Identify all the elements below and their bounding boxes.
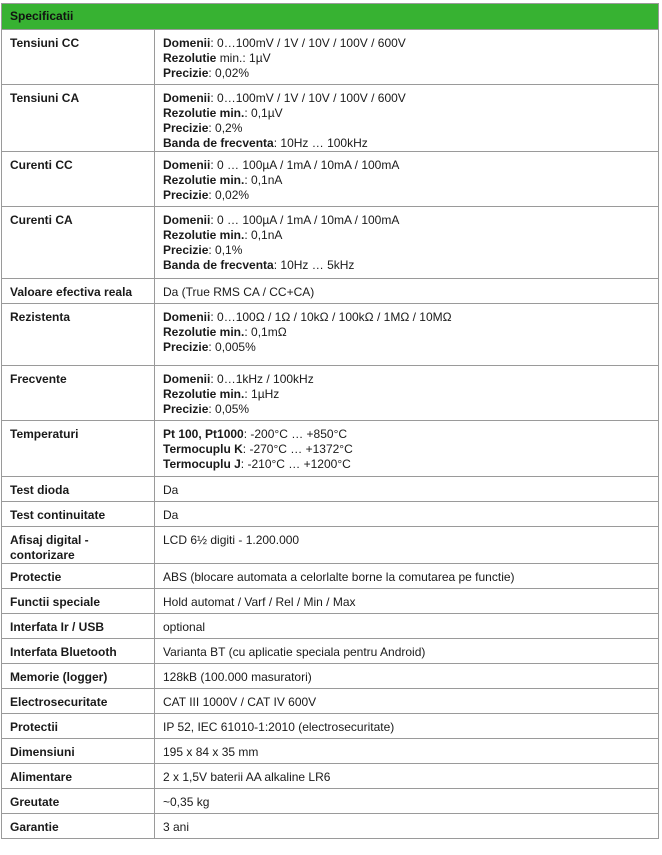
spec-value [155, 739, 659, 764]
spec-text: 3 ani [163, 820, 190, 834]
table-row [2, 614, 659, 639]
spec-label: Functii speciale [2, 589, 155, 614]
spec-value-line [163, 121, 650, 136]
spec-key: Precizie [163, 121, 209, 135]
spec-value-line [163, 258, 650, 273]
spec-text: 10Hz … 5kHz [280, 258, 355, 272]
table-row [2, 527, 659, 564]
spec-key: Rezolutie min. [163, 387, 245, 401]
spec-value [155, 589, 659, 614]
table-row [2, 279, 659, 304]
spec-separator: : [210, 372, 218, 386]
spec-value [155, 152, 659, 207]
spec-separator: : [244, 228, 252, 242]
spec-value-line [163, 213, 650, 228]
spec-value-line [163, 285, 650, 300]
spec-value [155, 85, 659, 152]
spec-key: Precizie [163, 188, 209, 202]
spec-text: 0,1mΩ [251, 325, 287, 339]
spec-label: Protectie [2, 564, 155, 589]
spec-value-line [163, 795, 650, 810]
spec-label: Interfata Bluetooth [2, 639, 155, 664]
table-row [2, 304, 659, 366]
spec-key: Pt 100, Pt1000 [163, 427, 244, 441]
spec-text: 0 … 100µA / 1mA / 10mA / 100mA [217, 158, 400, 172]
spec-text: -200°C … +850°C [250, 427, 348, 441]
table-row [2, 85, 659, 152]
table-row [2, 689, 659, 714]
spec-text: IP 52, IEC 61010-1:2010 (electrosecuritate) [163, 720, 395, 734]
spec-separator: : [208, 121, 216, 135]
spec-label: Greutate [2, 789, 155, 814]
spec-text: 1µHz [251, 387, 280, 401]
spec-value [155, 366, 659, 421]
spec-value [155, 789, 659, 814]
spec-text: 0…100mV / 1V / 10V / 100V / 600V [217, 91, 406, 105]
spec-value [155, 207, 659, 279]
table-row [2, 789, 659, 814]
spec-text: Varianta BT (cu aplicatie speciala pentru Android) [163, 645, 426, 659]
spec-label: Curenti CA [2, 207, 155, 279]
spec-value-line [163, 745, 650, 760]
spec-separator: : [244, 173, 252, 187]
spec-value-line [163, 372, 650, 387]
spec-separator: : [243, 427, 251, 441]
spec-text: Da [163, 508, 179, 522]
spec-value [155, 477, 659, 502]
spec-text: Hold automat / Varf / Rel / Min / Max [163, 595, 356, 609]
table-header-row [2, 4, 659, 30]
spec-key: Termocuplu K [163, 442, 243, 456]
spec-text: ~0,35 kg [163, 795, 210, 809]
spec-separator: : [210, 310, 218, 324]
spec-value [155, 664, 659, 689]
table-row [2, 764, 659, 789]
spec-label: Protectii [2, 714, 155, 739]
table-header: Specificatii [2, 4, 659, 30]
table-row [2, 30, 659, 85]
spec-key: Rezolutie min. [163, 228, 245, 242]
spec-text: 0,05% [215, 402, 250, 416]
spec-value-line [163, 570, 650, 585]
spec-value [155, 304, 659, 366]
spec-separator: : [208, 188, 216, 202]
spec-value-line [163, 51, 650, 66]
spec-value-line [163, 340, 650, 355]
spec-value-line [163, 442, 650, 457]
spec-value [155, 814, 659, 839]
spec-key: Domenii [163, 91, 211, 105]
spec-value-line [163, 66, 650, 81]
spec-text: 0,1µV [251, 106, 283, 120]
spec-text: 195 x 84 x 35 mm [163, 745, 259, 759]
spec-value-line [163, 136, 650, 151]
spec-key: Banda de frecventa [163, 136, 274, 150]
spec-value-line [163, 228, 650, 243]
spec-text: -270°C … +1372°C [249, 442, 353, 456]
table-row [2, 366, 659, 421]
spec-value-line [163, 670, 650, 685]
spec-value-line [163, 483, 650, 498]
spec-text: 0,005% [215, 340, 256, 354]
spec-text: 0,02% [215, 188, 250, 202]
spec-value-line [163, 645, 650, 660]
spec-value-line [163, 158, 650, 173]
spec-key: Rezolutie min. [163, 106, 245, 120]
spec-separator: : [208, 243, 216, 257]
spec-text: Da [163, 483, 179, 497]
spec-value-line [163, 387, 650, 402]
spec-key: Domenii [163, 36, 211, 50]
specifications-table [1, 3, 659, 839]
spec-value-line [163, 310, 650, 325]
table-row [2, 421, 659, 477]
spec-label: Interfata Ir / USB [2, 614, 155, 639]
spec-value [155, 30, 659, 85]
spec-value [155, 714, 659, 739]
spec-text: CAT III 1000V / CAT IV 600V [163, 695, 317, 709]
spec-text: 0,1% [215, 243, 243, 257]
spec-label: Dimensiuni [2, 739, 155, 764]
spec-value-line [163, 820, 650, 835]
spec-value-line [163, 533, 650, 548]
spec-text: 2 x 1,5V baterii AA alkaline LR6 [163, 770, 331, 784]
spec-value-line [163, 457, 650, 472]
spec-label: Rezistenta [2, 304, 155, 366]
spec-key: Domenii [163, 372, 211, 386]
spec-label: Alimentare [2, 764, 155, 789]
spec-text: optional [163, 620, 206, 634]
spec-text: ABS (blocare automata a celorlalte borne la comutarea pe functie) [163, 570, 515, 584]
spec-value-line [163, 243, 650, 258]
spec-key: Rezolutie [163, 51, 217, 65]
spec-value-line [163, 188, 650, 203]
table-row [2, 502, 659, 527]
table-row [2, 477, 659, 502]
spec-key: Precizie [163, 243, 209, 257]
spec-value-line [163, 427, 650, 442]
spec-text: 0,1nA [251, 173, 283, 187]
spec-text: 0…100mV / 1V / 10V / 100V / 600V [217, 36, 406, 50]
spec-text: LCD 6½ digiti - 1.200.000 [163, 533, 300, 547]
table-row [2, 814, 659, 839]
table-row [2, 664, 659, 689]
spec-key: Domenii [163, 310, 211, 324]
spec-key: Banda de frecventa [163, 258, 274, 272]
spec-value-line [163, 106, 650, 121]
spec-value [155, 614, 659, 639]
spec-key: Rezolutie min. [163, 325, 245, 339]
spec-value-line [163, 620, 650, 635]
spec-text: 0,1nA [251, 228, 283, 242]
spec-text: 0,2% [215, 121, 243, 135]
spec-key: Precizie [163, 66, 209, 80]
spec-value [155, 564, 659, 589]
spec-label: Temperaturi [2, 421, 155, 477]
spec-label: Electrosecuritate [2, 689, 155, 714]
spec-key: Rezolutie min. [163, 173, 245, 187]
spec-label: Tensiuni CA [2, 85, 155, 152]
spec-value-line [163, 325, 650, 340]
spec-label: Test continuitate [2, 502, 155, 527]
spec-label: Valoare efectiva reala [2, 279, 155, 304]
spec-separator: : [273, 258, 281, 272]
spec-text: 0…100Ω / 1Ω / 10kΩ / 100kΩ / 1MΩ / 10MΩ [217, 310, 452, 324]
spec-value [155, 502, 659, 527]
spec-label: Tensiuni CC [2, 30, 155, 85]
spec-separator: : [244, 387, 252, 401]
spec-key: Domenii [163, 158, 211, 172]
table-body [2, 30, 659, 839]
spec-value-line [163, 595, 650, 610]
table-row [2, 589, 659, 614]
spec-separator: : [208, 66, 216, 80]
spec-separator: : [244, 106, 252, 120]
spec-value [155, 764, 659, 789]
spec-text: min.: 1µV [219, 51, 271, 65]
spec-value [155, 527, 659, 564]
spec-value [155, 639, 659, 664]
spec-text: -210°C … +1200°C [247, 457, 351, 471]
table-row [2, 207, 659, 279]
spec-label: Garantie [2, 814, 155, 839]
spec-separator: : [273, 136, 281, 150]
spec-value-line [163, 36, 650, 51]
table-row [2, 152, 659, 207]
spec-value-line [163, 770, 650, 785]
table-row [2, 714, 659, 739]
spec-text: 10Hz … 100kHz [280, 136, 368, 150]
spec-separator: : [208, 402, 216, 416]
spec-label: Frecvente [2, 366, 155, 421]
spec-key: Domenii [163, 213, 211, 227]
spec-key: Termocuplu J [163, 457, 241, 471]
spec-separator: : [208, 340, 216, 354]
spec-text: 0 … 100µA / 1mA / 10mA / 100mA [217, 213, 400, 227]
spec-text: 0,02% [215, 66, 250, 80]
table-row [2, 739, 659, 764]
spec-value-line [163, 91, 650, 106]
table-row [2, 564, 659, 589]
spec-separator: : [210, 158, 218, 172]
spec-separator: : [210, 36, 218, 50]
spec-value [155, 279, 659, 304]
spec-text: 128kB (100.000 masuratori) [163, 670, 312, 684]
spec-separator: : [244, 325, 252, 339]
table-row [2, 639, 659, 664]
spec-separator: : [242, 442, 250, 456]
spec-value-line [163, 402, 650, 417]
spec-label: Memorie (logger) [2, 664, 155, 689]
spec-key: Precizie [163, 340, 209, 354]
spec-separator: : [210, 213, 218, 227]
spec-value-line [163, 508, 650, 523]
spec-text: 0…1kHz / 100kHz [217, 372, 314, 386]
spec-value-line [163, 695, 650, 710]
spec-label: Afisaj digital - contorizare [2, 527, 155, 564]
spec-separator: : [210, 91, 218, 105]
spec-label: Curenti CC [2, 152, 155, 207]
spec-value-line [163, 720, 650, 735]
spec-value [155, 421, 659, 477]
spec-value-line [163, 173, 650, 188]
spec-value [155, 689, 659, 714]
spec-text: Da (True RMS CA / CC+CA) [163, 285, 315, 299]
spec-key: Precizie [163, 402, 209, 416]
spec-label: Test dioda [2, 477, 155, 502]
spec-separator: : [240, 457, 248, 471]
